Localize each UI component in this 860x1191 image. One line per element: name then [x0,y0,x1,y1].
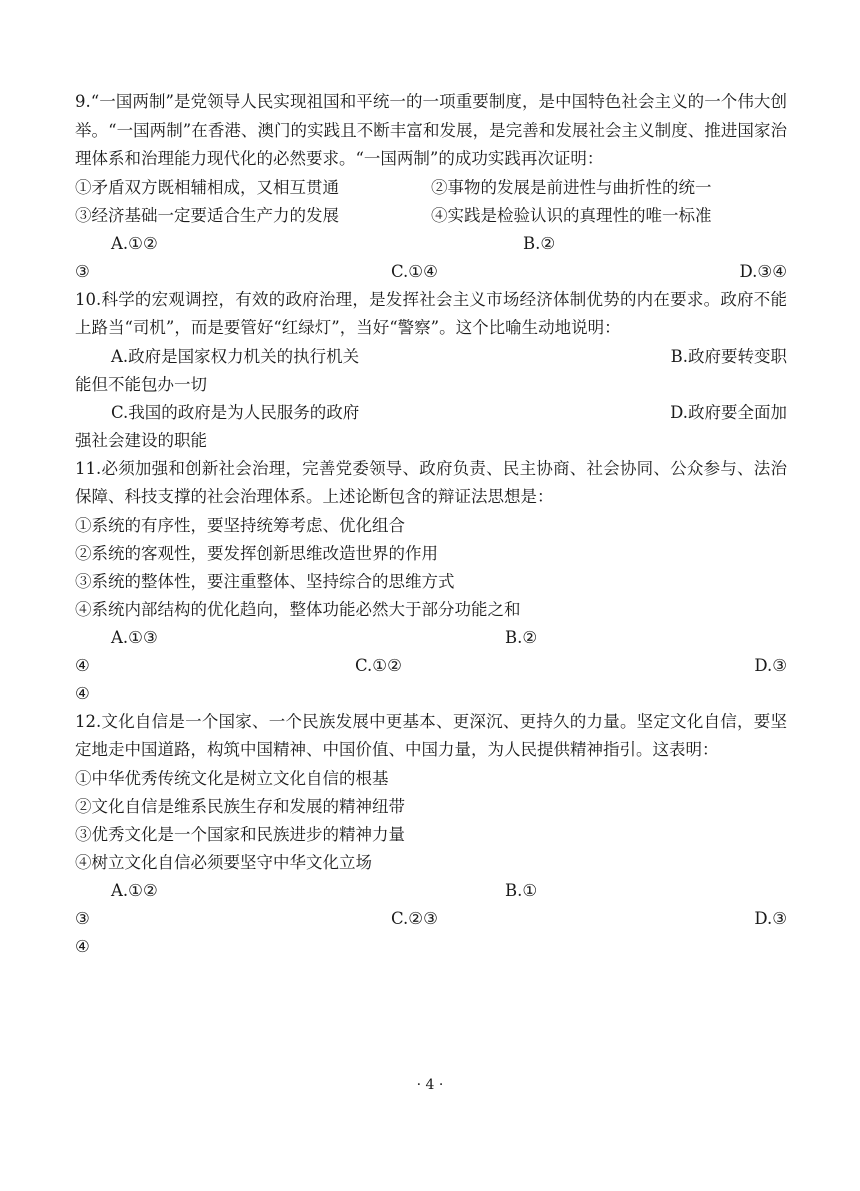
q10-choice-a: A.政府是国家权力机关的执行机关 [111,346,360,366]
q12-choice-a: A.①② [111,880,158,900]
q10-choices-row3 [75,399,787,427]
q11-choice-a: A.①③ [111,627,158,647]
q11-stem: 11.必须加强和创新社会治理，完善党委领导、政府负责、民主协商、社会协同、公众参与、法治保障、科技支撑的社会治理体系。上述论断包含的辩证法思想是： [75,458,787,506]
q9-choices-row2 [75,258,787,286]
q9-stem: 9.“一国两制”是党领导人民实现祖国和平统一的一项重要制度，是中国特色社会主义的一个伟大创举。“一国两制”在香港、澳门的实践且不断丰富和发展，是完善和发展社会主义制度、推进国家治理体系和治理能力现代化的必然要求。“一国两制”的成功实践再次证明： [75,92,787,168]
q12-choices-row1 [75,877,787,905]
q9-statement-3: ③经济基础一定要适合生产力的发展 [75,205,339,225]
q10-choice-d-cont: 强社会建设的职能 [75,430,207,450]
q11-choices-row1 [75,624,787,652]
q9-choice-a: A.①② [111,233,158,253]
page-number: · 4 · [416,1077,444,1093]
q12-choice-b: B.① [505,880,538,900]
exam-page [75,88,787,961]
q9-statement-4: ④实践是检验认识的真理性的唯一标准 [431,205,712,225]
q12-statement-4: ④树立文化自信必须要坚守中华文化立场 [75,852,372,872]
q12-choice-c: C.②③ [391,908,438,928]
q12-stem: 12.文化自信是一个国家、一个民族发展中更基本、更深沉、更持久的力量。坚定文化自信，要坚定地走中国道路，构筑中国精神、中国价值、中国力量，为人民提供精神指引。这表明： [75,711,787,759]
q9-choices-row1 [75,230,787,258]
q11-choices-row3 [75,680,787,708]
q11-choice-b: B.② [505,627,538,647]
q9-statement-2: ②事物的发展是前进性与曲折性的统一 [431,177,712,197]
q11-choice-d: D.③ [754,655,787,675]
q11-choice-b-cont: ④ [75,655,90,675]
q10-choice-b: B.政府要转变职 [670,346,787,366]
q10-choice-d: D.政府要全面加 [670,402,787,422]
q11-statement-2: ②系统的客观性，要发挥创新思维改造世界的作用 [75,543,438,563]
q9-choice-c: C.①④ [391,261,438,281]
q10-choices-row1 [75,343,787,371]
q9-choice-b: B.② [523,233,556,253]
q9-statements-row2 [75,202,787,230]
q10-choices-row4 [75,427,787,455]
q9-choice-d: D.③④ [739,261,787,281]
q12-choice-b-cont: ③ [75,908,90,928]
q11-statement-1: ①系统的有序性，要坚持统筹考虑、优化组合 [75,515,405,535]
q11-statement-4: ④系统内部结构的优化趋向，整体功能必然大于部分功能之和 [75,599,521,619]
q9-statement-1: ①矛盾双方既相辅相成，又相互贯通 [75,177,339,197]
q10-choice-c: C.我国的政府是为人民服务的政府 [111,402,360,422]
q9-choice-b-cont: ③ [75,261,90,281]
q12-choice-d-cont: ④ [75,936,90,956]
q12-choice-d: D.③ [754,908,787,928]
q11-choice-d-cont: ④ [75,683,90,703]
q12-statement-2: ②文化自信是维系民族生存和发展的精神纽带 [75,796,405,816]
q10-choices-row2 [75,371,787,399]
q12-statement-3: ③优秀文化是一个国家和民族进步的精神力量 [75,824,405,844]
q9-statements-row1 [75,174,787,202]
q12-choices-row3 [75,933,787,961]
q11-choices-row2 [75,652,787,680]
q10-stem: 10.科学的宏观调控，有效的政府治理，是发挥社会主义市场经济体制优势的内在要求。政府不能上路当“司机”，而是要管好“红绿灯”，当好“警察”。这个比喻生动地说明： [75,289,787,337]
q10-choice-b-cont: 能但不能包办一切 [75,374,207,394]
q12-choices-row2 [75,905,787,933]
q12-statement-1: ①中华优秀传统文化是树立文化自信的根基 [75,768,389,788]
q11-statement-3: ③系统的整体性，要注重整体、坚持综合的思维方式 [75,571,455,591]
q11-choice-c: C.①② [355,655,402,675]
